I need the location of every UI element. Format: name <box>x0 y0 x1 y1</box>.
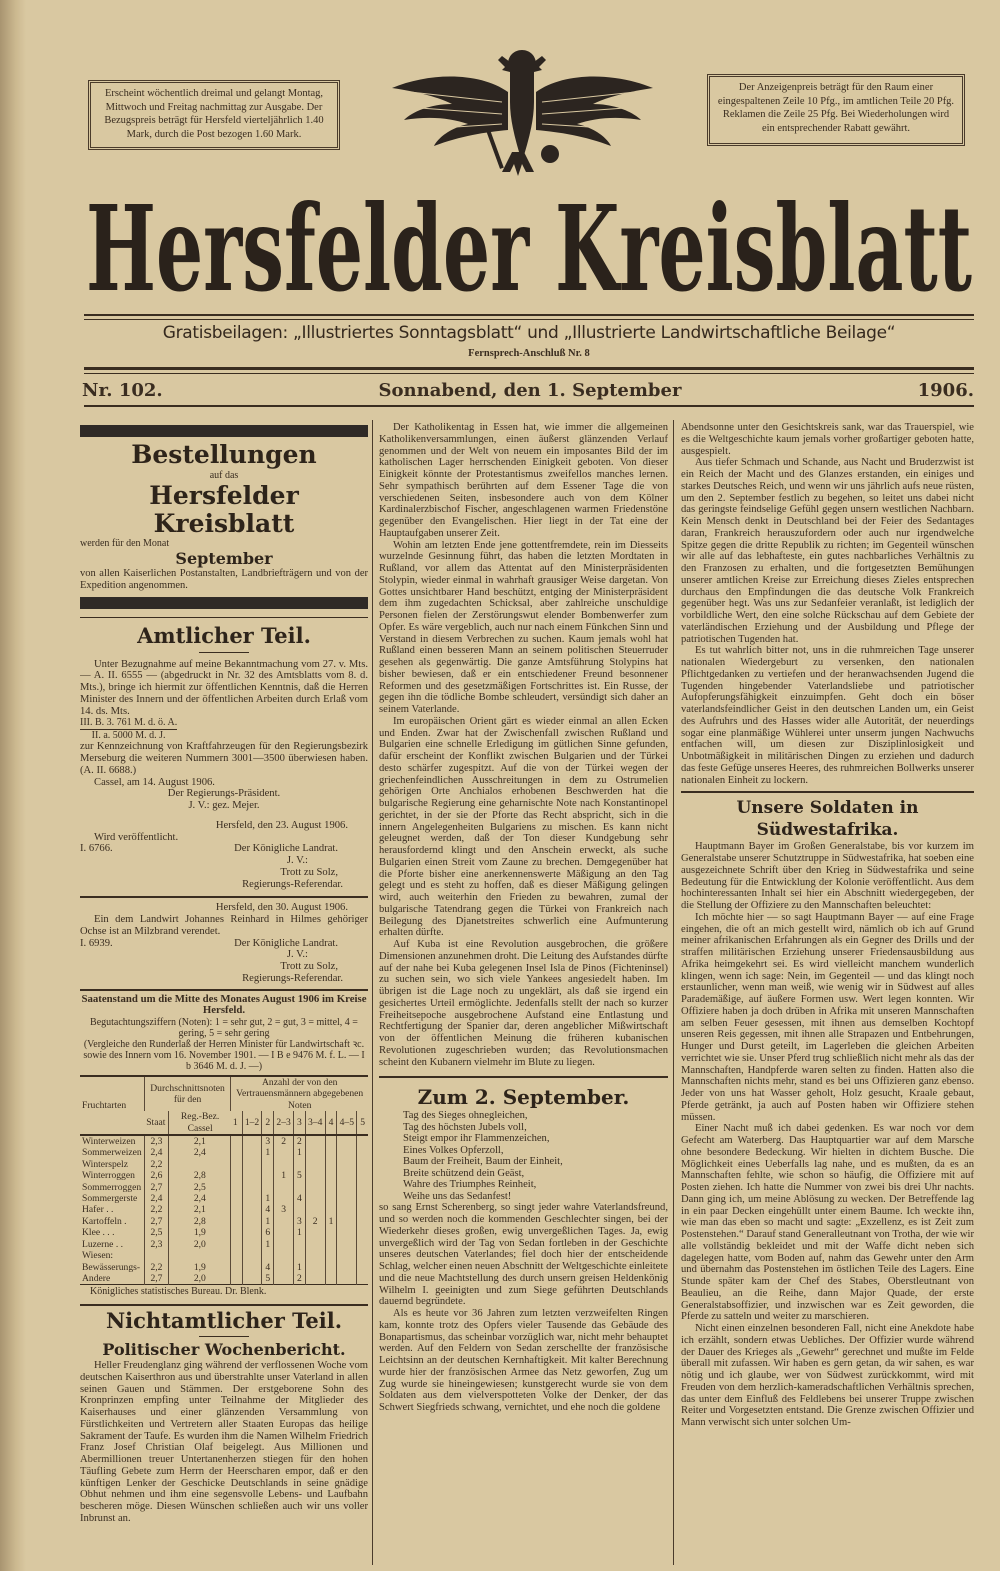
table-row <box>80 1204 368 1215</box>
notice-signature: Der Königliche Landrat. <box>234 843 338 855</box>
official-section <box>80 622 368 991</box>
notice-signature: Regierungs-Referendar. <box>242 878 343 890</box>
issue-number: Nr. 102. <box>82 380 163 401</box>
grade-count <box>274 1239 294 1250</box>
column-header-count: Anzahl der von den Vertrauensmännern abgegebenen Noten <box>231 1076 368 1111</box>
article-paragraph: Nicht einen einzelnen besonderen Fall, nicht eine Anekdote habe ich erzählt, sondern etwas Uebliches. Der Offizier wurde während der Dauer des Krieges als „Gewehr“ gerechnet und mußte im Felde überall mit zufassen. Wir haben es gern getan, da wir sahen, es war nötig und ich glaube, wer von Südwest zurückkommt, wird mit Freuden von dem herzlich-kameradschaftlichen Verhältnis sprechen, das unter dem Einfluß des Feldlebens bei unserer Truppe zwischen Reiter und Vorgesetzten entstand. Die Grenze zwischen Offizier und Mann verwischt sich unter solchen Um- <box>681 1323 974 1428</box>
notice-place-date: Cassel, am 14. August 1906. <box>94 776 215 788</box>
crop-name: Bewässerungs- <box>82 1261 141 1273</box>
grade-count <box>242 1159 262 1170</box>
notice-text: Ein dem Landwirt Johannes Reinhard in Hilmes gehöriger Ochse ist an Milzbrand verendet. <box>80 914 368 937</box>
article-paragraph: Auf Kuba ist eine Revolution ausgebrochen, die größere Dimensionen anzunehmen droht. Die Leitung des Aufstandes dürfte auf der nahe bei Kuba gelegenen Insel Isla de Pinos (Fichteninsel) zu suchen sein, wo sich viele Yankees angesiedelt haben. Im übrigen ist die Lage noch zu ungeklärt, als daß sie irgend ein gesichertes Urteil ermöglichte. Jedenfalls stellt der nach so kurzer Freiheitsepoche ausgebrochene Aufstand eine Entlastung und Rechtfertigung der Spanier dar, deren angeblicher Mißwirtschaft von der öffentlichen Meinung die früheren kubanischen Revolutionen zugeschrieben wurden; das Revolutionsmachen scheint den Kubanern vielmehr im Blute zu liegen. <box>379 939 668 1068</box>
crop-name: Winterweizen <box>82 1136 136 1148</box>
region-average: 2,0 <box>169 1273 231 1285</box>
region-average: 2,8 <box>169 1216 231 1227</box>
advertising-price-text: Der Anzeigenpreis beträgt für den Raum einer eingespaltenen Zeile 10 Pfg., im amtlichen Teile 20 Pfg. Reklamen die Zeile 25 Pfg. Bei Wiederholungen wird ein entsprechender Rabatt gewährt. <box>717 82 955 134</box>
notice-text: Unter Bezugnahme auf meine Bekanntmachung vom 27. v. Mts. — A. II. 6555 — (abgedruckt in Nr. 32 des Amtsblatts vom 8. d. Mts.), bringe ich hiermit zur öffentlichen Kenntnis, daß die Herren Minister des Innern und der öffentlichen Arbeiten durch Erlaß vom 14. ds. Mts. <box>80 658 368 717</box>
region-average: 2,1 <box>169 1135 231 1147</box>
table-row <box>80 1239 368 1250</box>
grade-count: 1 <box>262 1147 274 1158</box>
grade-count <box>242 1227 262 1238</box>
notice-signature: J. V.: <box>286 949 308 961</box>
grade-count <box>357 1170 368 1181</box>
grade-count <box>357 1216 368 1227</box>
grade-count <box>325 1227 337 1238</box>
grade-count <box>231 1159 242 1170</box>
grade-count <box>357 1204 368 1215</box>
ad-sub: auf das <box>209 470 239 481</box>
table-row <box>80 1170 368 1181</box>
state-average: 2,2 <box>144 1262 169 1273</box>
column-header-grade: 5 <box>357 1111 368 1135</box>
column-header-crop: Fruchtarten <box>82 1099 127 1111</box>
grade-count <box>305 1273 325 1285</box>
grade-count <box>274 1273 294 1285</box>
grade-count <box>262 1170 274 1181</box>
grade-count <box>305 1262 325 1273</box>
grade-count <box>337 1182 357 1193</box>
grade-count <box>337 1135 357 1147</box>
crop-report-footer: Königliches statistisches Bureau. Dr. Blenk. <box>90 1286 267 1298</box>
notice-signature: J. V.: <box>286 855 308 866</box>
grade-count <box>242 1216 262 1227</box>
poem-line: Steigt empor ihr Flammenzeichen, <box>403 1133 550 1145</box>
phone-number: Fernsprech-Anschluß Nr. 8 <box>468 348 590 359</box>
column-header-grade: 2 <box>262 1111 274 1135</box>
state-average: 2,4 <box>144 1147 169 1158</box>
grade-count: 1 <box>325 1216 337 1227</box>
official-section-heading: Amtlicher Teil. <box>137 622 311 648</box>
column-header-grade: 3–4 <box>305 1111 325 1135</box>
grade-count <box>357 1193 368 1204</box>
crop-name: Luzerne . . <box>82 1238 124 1250</box>
grade-count <box>231 1227 242 1238</box>
grade-count: 1 <box>293 1147 305 1158</box>
notice-place-date: Hersfeld, den 23. August 1906. <box>215 819 348 831</box>
poem-line: Eines Volkes Opferzoll, <box>403 1144 504 1156</box>
poem <box>379 1110 668 1202</box>
issue-date: Sonnabend, den 1. September <box>378 380 682 401</box>
left-column <box>80 422 368 1567</box>
notice-signature: Der Regierungs-Präsident. <box>167 788 281 800</box>
column-header-grade: 1 <box>232 1116 238 1128</box>
grade-count <box>357 1159 368 1170</box>
grade-count <box>231 1262 242 1273</box>
grade-count <box>325 1182 337 1193</box>
grade-count: 3 <box>293 1216 305 1227</box>
article-paragraph: Es tut wahrlich bitter not, uns in die ruhmreichen Tage unserer nationalen Wiedergeburt zu versenken, den nationalen Pflichtgedanken zu vertiefen und der heranwachsenden Jugend die Tugenden hingebender Vaterlandsliebe und patriotischer Aufopferungsfähigkeit einzuimpfen. Geht doch ein böser vaterlandsfeindlicher Geist in den deutschen Landen um, ein Geist des Aufruhrs und des Hasses wider alle Autorität, der neuerdings sogar eine planmäßige Wühlerei unter unserm jungen Nachwuchs entfachen will, um diesen zur Disziplinlosigkeit und Unbotmäßigkeit in militärischen Dingen zu erziehen und dadurch das feste Gefüge unseres Heeres, des ruhmreichen Bollwerks unserer nationalen Einheit zu lockern. <box>681 645 974 786</box>
grade-count <box>305 1135 325 1147</box>
crop-report-reference: (Vergleiche den Runderlaß der Herren Minister für Landwirtschaft ꝛc. sowie des Innern vom 16. November 1901. — I B e 9476 M. f. L. — I b 3646 M. d. J. —) <box>83 1039 365 1072</box>
grade-count <box>274 1193 294 1204</box>
grade-count <box>262 1159 274 1170</box>
grade-count <box>231 1273 242 1285</box>
crop-name: Sommerroggen <box>82 1181 142 1193</box>
region-average: 2,0 <box>169 1239 231 1250</box>
grade-count <box>337 1193 357 1204</box>
subscription-ad <box>80 425 368 609</box>
grade-count <box>305 1239 325 1250</box>
ad-month: September <box>175 548 273 568</box>
grade-count <box>293 1182 305 1193</box>
grade-count: 5 <box>262 1273 274 1285</box>
state-average <box>144 1250 169 1261</box>
poem-line: Baum der Freiheit, Baum der Einheit, <box>403 1156 563 1168</box>
grade-count <box>242 1239 262 1250</box>
grade-count <box>274 1262 294 1273</box>
table-row <box>80 1227 368 1238</box>
grade-count <box>274 1182 294 1193</box>
column-header-average: Durchschnittsnoten für den <box>144 1076 231 1111</box>
grade-count <box>337 1147 357 1158</box>
newspaper-title-text: Hersfelder Kreisblatt <box>86 179 972 310</box>
grade-count <box>305 1170 325 1181</box>
notice-signature: Trott zu Solz, <box>280 866 338 878</box>
article-paragraph: Heller Freudenglanz ging während der verflossenen Woche vom deutschen Kaiserthron aus und überstrahlte unser Vaterland in allen seinen Gauen und Stämmen. Der erstgeborene Sohn des Kronprinzen empfing unter Teilnahme der Mitglieder des Kaiserhauses und einer glänzenden Versammlung von Fürstlichkeiten und Vertretern aller Staaten Europas das heilige Sakrament der Taufe. Es wurden ihm die Namen Wilhelm Friedrich Franz Josef Christian Olaf beigelegt. Aus Millionen und Abermillionen treuer Untertanenherzen stiegen für den hohen Täufling Gebete zum Herrn der Heerscharen empor, daß er den künftigen Lenker der Geschicke Deutschlands in seine gnädige Obhut nehmen und ihm eine segensvolle Lebens- und Laufbahn bescheren möge. Diesen Wünschen schließen auch wir uns voller Inbrunst an. <box>80 1360 368 1524</box>
table-row <box>80 1273 368 1285</box>
ad-body: von allen Kaiserlichen Postanstalten, Landbriefträgern und von der Expedition angenommen. <box>80 567 368 591</box>
article-paragraph: Aus tiefer Schmach und Schande, aus Nacht und Bruderzwist ist ein Reich der Macht und des Glanzes erstanden, ein einiges und starkes Deutsches Reich, und wenn wir uns jährlich aufs neue rüsten, um den 2. September festlich zu begehen, so leitet uns dabei nicht das geringste feindselige Gefühl gegen unsern westlichen Nachbarn. Kein Mensch denkt in Deutschland bei der Feier des Sedantages daran, Frankreich herauszufordern oder auch nur irgendwelche Spitze gegen die dritte Republik zu richten; im Gegenteil wünschen wir alle auf das lebhafteste, ein gutes nachbarliches Verhältnis zu den Franzosen zu erhalten, und die fortgesetzten Bemühungen unserer amtlichen Kreise zur Erreichung dieses Zieles entsprechen durchaus den Empfindungen die das deutsche Volk Frankreich gegenüber hegt. Was uns zur Sedanfeier veranlaßt, ist lediglich der vorbildliche Wert, den eine solche Rückschau auf dem Gebiete der vaterländischen Erziehung und der Ausbildung und Pflege der patriotischen Tugenden hat. <box>681 457 974 645</box>
grade-count <box>337 1227 357 1238</box>
grade-count <box>274 1159 294 1170</box>
poem-title: Zum 2. September. <box>417 1085 630 1110</box>
article-paragraph: Abendsonne unter den Gesichtskreis sank, war das Trauerspiel, wie es die Weltgeschichte kaum jemals vorher großartiger geboten hatte, ausgespielt. <box>681 422 974 457</box>
crop-name: Hafer . . <box>82 1204 114 1216</box>
table-row <box>80 1216 368 1227</box>
crop-name: Sommergerste <box>82 1193 138 1205</box>
grade-count <box>325 1273 337 1285</box>
grade-count <box>293 1250 305 1261</box>
grade-count <box>305 1147 325 1158</box>
crop-name: Winterspelz <box>82 1158 128 1170</box>
poem-line: Tag des höchsten Jubels voll, <box>403 1121 527 1133</box>
subscription-info-text: Erscheint wöchentlich dreimal und gelangt Montag, Mittwoch und Freitag nachmittag zur Ausgabe. Der Bezugspreis beträgt für Hersfeld vierteljährlich 1.40 Mark, durch die Post bezogen 1.60 Mark. <box>104 88 324 140</box>
column-header-grade: 2–3 <box>274 1111 294 1135</box>
grade-count <box>325 1204 337 1215</box>
ad-paper-name: Hersfelder Kreisblatt <box>149 480 299 538</box>
table-row <box>80 1262 368 1273</box>
right-column <box>681 422 974 1567</box>
article-heading: Unsere Soldaten in Südwestafrika. <box>736 798 919 841</box>
state-average: 2,2 <box>144 1204 169 1215</box>
grade-count <box>325 1170 337 1181</box>
grade-count <box>325 1159 337 1170</box>
article-paragraph: Als es heute vor 36 Jahren zum letzten verzweifelten Ringen kam, konnte trotz des Opfers vieler Tausende das Gebäude des Bonapartismus, das scheinbar vorzüglich war, nicht mehr behauptet werden. Auf den Feldern von Sedan zerschellte der französische Leichtsinn an der deutschen Kernhaftigkeit. Mit kalter Berechnung wurde hier der französischen Armee das Netz geworfen, Zug um Zug wurde sie hineingewiesen; kunstgerecht wurde sie von dem Soldaten aus dem vielverspotteten Volke der Denker, der das Schwert Siegfrieds schwang, vernichtet, und ehe noch die goldene <box>379 1308 668 1413</box>
region-average: 2,4 <box>169 1193 231 1204</box>
column-header-grade: 3 <box>293 1111 305 1135</box>
grade-count <box>325 1147 337 1158</box>
grade-count <box>274 1147 294 1158</box>
grade-count: 1 <box>262 1193 274 1204</box>
page-edge <box>0 0 26 1571</box>
grade-count <box>242 1262 262 1273</box>
article-paragraph: Hauptmann Bayer im Großen Generalstabe, bis vor kurzem im Generalstabe unserer Schutztruppe in Südwestafrika, hat soeben eine ausgezeichnete Schrift über den Krieg in Südwestafrika und seine Bedeutung für die Entwicklung der Kolonie veröffentlicht. Aus dem hochinteressanten Inhalt sei hier ein Abschnitt wiedergegeben, der die Stellung der Offiziere zu den Mannschaften beleuchtet: <box>681 841 974 911</box>
crop-name: Kartoffeln . <box>82 1215 127 1227</box>
grade-count <box>305 1193 325 1204</box>
issue-year: 1906. <box>917 380 974 401</box>
grade-count <box>293 1204 305 1215</box>
article-paragraph: Im europäischen Orient gärt es wieder einmal an allen Ecken und Enden. Zwar hat der Zwischenfall zwischen Rußland und Bulgarien eine schnelle Erledigung im gütlichen Sinne gefunden, dafür erscheint der Konflikt zwischen Bulgarien und der Türkei desto schärfer zugespitzt. Auf die von der Türkei wegen der griechenfeindlichen Ausschreitungen in dem zu Ostrumelien gehörigen Orte Anchialos erhobenen Beschwerden hat die bulgarische Regierung eine geharnischte Note nach Konstantinopel gerichtet, in der sie der Pforte das Recht abspricht, sich in die innern Angelegenheiten Bulgariens zu mischen. Es kann nicht geleugnet werden, daß der Ton dieser Kundgebung sehr herausfordernd klingt und den Anschein erweckt, als suche Bulgarien einen Streit vom Zaune zu brechen. Demgegenüber hat die Pforte bisher eine anerkennenswerte Mäßigung an den Tag gelegt und es steht zu hoffen, daß es dieser Mäßigung gelingen wird, auch weiterhin den Frieden zu bewahren, zumal der bulgarische Tatendrang gegen die Türkei von Frankreich nach Beilegung des Djanetstreites schwerlich eine Aufmunterung erhalten dürfte. <box>379 715 668 939</box>
table-row <box>80 1182 368 1193</box>
grade-count: 1 <box>262 1239 274 1250</box>
region-average: 2,8 <box>169 1170 231 1181</box>
region-average <box>169 1250 231 1261</box>
state-average: 2,6 <box>144 1170 169 1181</box>
poem-line: Wahre des Triumphes Reinheit, <box>403 1179 537 1191</box>
ad-title: Bestellungen <box>131 440 317 469</box>
grade-count <box>305 1182 325 1193</box>
grade-count: 1 <box>262 1216 274 1227</box>
crop-report-scale: Begutachtungsziffern (Noten): 1 = sehr gut, 2 = gut, 3 = mittel, 4 = gering, 5 = sehr gering <box>90 1017 358 1039</box>
grade-count <box>242 1250 262 1261</box>
notice-signature: Trott zu Solz, <box>280 961 338 972</box>
poem-line: Tag des Sieges ohnegleichen, <box>403 1110 528 1122</box>
grade-count <box>231 1147 242 1158</box>
grade-count <box>242 1204 262 1215</box>
article-paragraph: Ich möchte hier — so sagt Hauptmann Bayer — auf eine Frage eingehen, die oft an mich gestellt wird, nämlich ob ich auf Grund meiner afrikanischen Erfahrungen als ein Gegner des Drills und der straffen militärischen Erziehung unserer Friedensausbildung aus Afrika heimgekehrt sei. Es wird vielleicht manchem wunderlich klingen, wenn ich sage: Nein, im Gegenteil — und das klingt noch erstaunlicher, wenn man weiß, wie wenig wir in Südwest auf alles Parademäßige, auf äußere Formen usw. Wert legen konnten. Wir Offiziere haben ja doch drüben in Afrika mit unseren Mannschaften am selben Feuer gesessen, mit ihnen aus demselben Kochtopf unseren Reis gegessen, mit ihnen alle Strapazen und Entbehrungen, Hunger und Durst geteilt, im Lagerleben die gleichen Arbeiten verrichtet wie sie. Unser Pferd trug schließlich nicht mehr als das der Mannschaften, Handpferde waren selten zu finden. Hatten also die Mannschaften nichts mehr, stand es bei uns Offizieren ganz ebenso. Jeder von uns hat Wasser geholt, Holz gesucht, Kraale gebaut, Pferde getränkt, ja auch auf Posten haben wir Offiziere stehen müssen. <box>681 911 974 1123</box>
crop-report-title: Saatenstand um die Mitte des Monates August 1906 im Kreise Hersfeld. <box>81 992 367 1017</box>
grade-count <box>231 1239 242 1250</box>
grade-count <box>337 1239 357 1250</box>
grade-count <box>357 1227 368 1238</box>
supplements-line: Gratisbeilagen: „Illustriertes Sonntagsblatt“ und „Illustrierte Landwirtschaftliche Beilage“ <box>162 323 896 343</box>
grade-count <box>231 1216 242 1227</box>
notice-signature: Regierungs-Referendar. <box>242 972 343 984</box>
region-average: 1,9 <box>169 1262 231 1273</box>
state-average: 2,4 <box>144 1193 169 1204</box>
grade-count <box>337 1262 357 1273</box>
grade-count <box>357 1239 368 1250</box>
article-paragraph: Wohin am letzten Ende jene gottentfremdete, rein im Diesseits wurzelnde Gesinnung führt, das haben die letzten Mordtaten in Rußland, vor allem das Attentat auf den Ministerpräsidenten Stolypin, wieder einmal in wahrhaft grausiger Weise dargetan. Von Gottes unsichtbarer Hand beschützt, entging der Ministerpräsident dem ihm zugedachten Schicksal, aber zahlreiche unschuldige Personen fielen der Zerstörungswut elender Bombenwerfer zum Opfer. Es wäre vergeblich, auch nur nach einem Fünkchen Sinn und Verstand in diesem Verbrechen zu suchen. Kaum jemals wohl hat Rußland einen besseren Mann an seinem politischen Steuerruder gesehen als gegenwärtig. Die ganze Amtsführung Stolypins hat bisher bewiesen, daß er ein entschiedener Freund besonnener Reformen und des gesetzmäßigen Fortschrittes ist. Ein Russe, der gegen ihn die tödliche Bombe schleudert, versündigt sich daher an seinem Vaterlande. <box>379 539 668 715</box>
grade-count: 1 <box>293 1262 305 1273</box>
newspaper-title <box>86 178 974 310</box>
crop-name: Sommerweizen <box>82 1147 142 1159</box>
subscription-info-box <box>88 80 340 150</box>
grade-count: 4 <box>293 1193 305 1204</box>
state-average: 2,7 <box>144 1273 169 1285</box>
middle-column <box>379 422 668 1565</box>
grade-count <box>325 1135 337 1147</box>
column-header-grade: 1–2 <box>242 1111 262 1135</box>
state-average: 2,7 <box>144 1216 169 1227</box>
table-row <box>80 1135 368 1147</box>
unofficial-section <box>80 1308 368 1525</box>
state-average: 2,3 <box>144 1239 169 1250</box>
crop-name: Klee . . . <box>82 1227 115 1239</box>
grade-count <box>305 1204 325 1215</box>
grade-count <box>305 1227 325 1238</box>
grade-count <box>242 1135 262 1147</box>
poem-line: Weihe uns das Sedanfest! <box>403 1190 512 1202</box>
grade-count: 2 <box>305 1216 325 1227</box>
region-average <box>169 1159 231 1170</box>
grade-count: 6 <box>262 1227 274 1238</box>
grade-count <box>231 1193 242 1204</box>
grade-count <box>325 1193 337 1204</box>
state-average: 2,3 <box>144 1135 169 1147</box>
grade-count <box>337 1170 357 1181</box>
notice-reference-top: III. B. 3. 761 M. d. ö. A. <box>80 717 178 729</box>
grade-count <box>274 1250 294 1261</box>
grade-count <box>337 1216 357 1227</box>
grade-count <box>231 1135 242 1147</box>
grade-count <box>262 1182 274 1193</box>
grade-count: 3 <box>262 1135 274 1147</box>
table-row <box>80 1159 368 1170</box>
grade-count <box>325 1262 337 1273</box>
notice-reference: I. 6766. <box>80 843 113 855</box>
article-paragraph: Einer Nacht muß ich dabei gedenken. Es war noch vor dem Gefecht am Waterberg. Das Hauptquartier war auf dem Marsche ohne besondere Bedeckung. Wir hielten in dichtem Busche. Die Möglichkeit eines Ueberfalls lag nahe, und es mußten, da es an Mannschaften fehlte, wie schon so häufig, die Offiziere mit auf Posten ziehen. Ich hatte die Nummer von zwei bis drei Uhr nachts. Dann ging ich, um meine Ablösung zu wecken. Der Betreffende lag in ein paar Decken eingehüllt unter einem Baume. Ich weckte ihn, wie man das eben so macht und sagte: „Exzellenz, es ist Zeit zum Postenstehen.“ Darauf stand Generalleutnant von Trotha, der wie wir alle vollständig bekleidet und mit der Waffe dicht neben sich dagelegen hatte, vom Boden auf, nahm das Gewehr unter den Arm und übernahm das Postenstehen im östlichen Teile des Lagers. Eine Stunde später kam der Chef des Stabes, Oberstleutnant von Beaulieu, an die Reihe, dann Major Quade, der erste Generalstabsoffizier, und inzwischen war es Zeit geworden, die Pferde zu satteln und weiter zu marschieren. <box>681 1123 974 1323</box>
grade-count <box>357 1147 368 1158</box>
crop-report-table <box>80 1075 368 1285</box>
grade-count: 1 <box>293 1227 305 1238</box>
region-average: 1,9 <box>169 1227 231 1238</box>
region-average: 2,1 <box>169 1204 231 1215</box>
unofficial-section-heading: Nichtamtlicher Teil. <box>105 1308 343 1334</box>
grade-count <box>231 1204 242 1215</box>
column-header-grade: 4 <box>325 1111 337 1135</box>
grade-count <box>242 1170 262 1181</box>
grade-count <box>231 1182 242 1193</box>
poem-line: Breite schützend dein Geäst, <box>403 1167 525 1179</box>
notice-reference-bottom: II. a. 5000 M. d. J. <box>91 729 166 741</box>
grade-count <box>325 1250 337 1261</box>
grade-count <box>305 1159 325 1170</box>
grade-count <box>337 1273 357 1285</box>
grade-count <box>262 1250 274 1261</box>
crop-name: Wiesen: <box>82 1250 114 1262</box>
grade-count <box>325 1239 337 1250</box>
grade-count <box>305 1250 325 1261</box>
region-average: 2,5 <box>169 1182 231 1193</box>
table-row <box>80 1250 368 1261</box>
region-average: 2,4 <box>169 1147 231 1158</box>
article-paragraph: so sang Ernst Scherenberg, so singt jeder wahre Vaterlandsfreund, und so werden noch die kommenden Geschlechter singen, bei der Wiederkehr dieses großen, ewig unvergeßlichen Tages. Ja, ewig unvergeßlich wird der Tag von Sedan fortleben in der Geschichte unseres deutschen Vaterlandes; fiel doch hier der entscheidende Schlag, welcher einen neuen Abschnitt der Weltgeschichte einleitete und die neue Machtstellung des durch unsern greisen Heldenkönig Wilhelm I. geeinigten und zum Siege geführten Deutschlands dauernd begründete. <box>379 1202 668 1308</box>
column-header-grade: 4–5 <box>337 1111 357 1135</box>
grade-count: 3 <box>274 1204 294 1215</box>
grade-count <box>293 1159 305 1170</box>
ad-month-line: werden für den Monat <box>80 537 170 549</box>
eagle-emblem-icon <box>390 42 655 184</box>
grade-count <box>293 1239 305 1250</box>
grade-count <box>357 1182 368 1193</box>
grade-count <box>242 1182 262 1193</box>
notice-signature: J. V.: gez. Mejer. <box>188 800 260 811</box>
grade-count <box>231 1250 242 1261</box>
grade-count <box>274 1216 294 1227</box>
crop-report <box>80 994 368 1307</box>
grade-count: 5 <box>293 1170 305 1181</box>
grade-count <box>274 1227 294 1238</box>
column-header-state: Staat <box>146 1116 166 1128</box>
grade-count <box>337 1250 357 1261</box>
notice-reference: I. 6939. <box>80 937 113 949</box>
notice-signature: Der Königliche Landrat. <box>234 937 338 949</box>
grade-count: 2 <box>274 1135 294 1147</box>
state-average: 2,2 <box>144 1159 169 1170</box>
advertising-price-box <box>707 74 965 146</box>
grade-count <box>337 1159 357 1170</box>
notice-text: Wird veröffentlicht. <box>94 831 179 843</box>
article-heading: Politischer Wochenbericht. <box>102 1340 346 1360</box>
notice-text: zur Kennzeichnung von Kraftfahrzeugen für den Regierungsbezirk Merseburg die weiteren Nummern 3001—3500 überwiesen haben. (A. II. 6688.) <box>80 741 368 776</box>
table-row <box>80 1193 368 1204</box>
grade-count: 2 <box>293 1135 305 1147</box>
grade-count <box>357 1273 368 1285</box>
grade-count: 1 <box>274 1170 294 1181</box>
state-average: 2,7 <box>144 1182 169 1193</box>
grade-count <box>242 1193 262 1204</box>
crop-name: Winterroggen <box>82 1170 135 1182</box>
grade-count: 4 <box>262 1262 274 1273</box>
crop-name: Andere <box>82 1272 111 1284</box>
notice-place-date: Hersfeld, den 30. August 1906. <box>215 902 348 914</box>
grade-count <box>231 1170 242 1181</box>
state-average: 2,5 <box>144 1227 169 1238</box>
column-header-region: Reg.-Bez. Cassel <box>169 1111 231 1135</box>
grade-count <box>357 1262 368 1273</box>
grade-count <box>337 1204 357 1215</box>
grade-count <box>242 1273 262 1285</box>
grade-count: 2 <box>293 1273 305 1285</box>
table-row <box>80 1147 368 1158</box>
grade-count <box>357 1135 368 1147</box>
grade-count: 4 <box>262 1204 274 1215</box>
grade-count <box>242 1147 262 1158</box>
article-paragraph: Der Katholikentag in Essen hat, wie immer die allgemeinen Katholikenversammlungen, einen äußerst glänzenden Verlauf genommen und der Welt von neuem ein imposantes Bild der im katholischen Lager herrschenden Einigkeit geboten. Von dieser Einigkeit könnte der Protestantismus zweifellos manches lernen. Sehr sympathisch berührten auf dem Essener Tage die von verschiedenen Seiten, insbesondere auch von dem Kölner Kardinalerzbischof Fischer, angeschlagenen warmen Friedenstöne gegenüber den Evangelischen. Hier liegt in der Tat eine der Hauptaufgaben unserer Zeit. <box>379 422 668 539</box>
grade-count <box>357 1250 368 1261</box>
